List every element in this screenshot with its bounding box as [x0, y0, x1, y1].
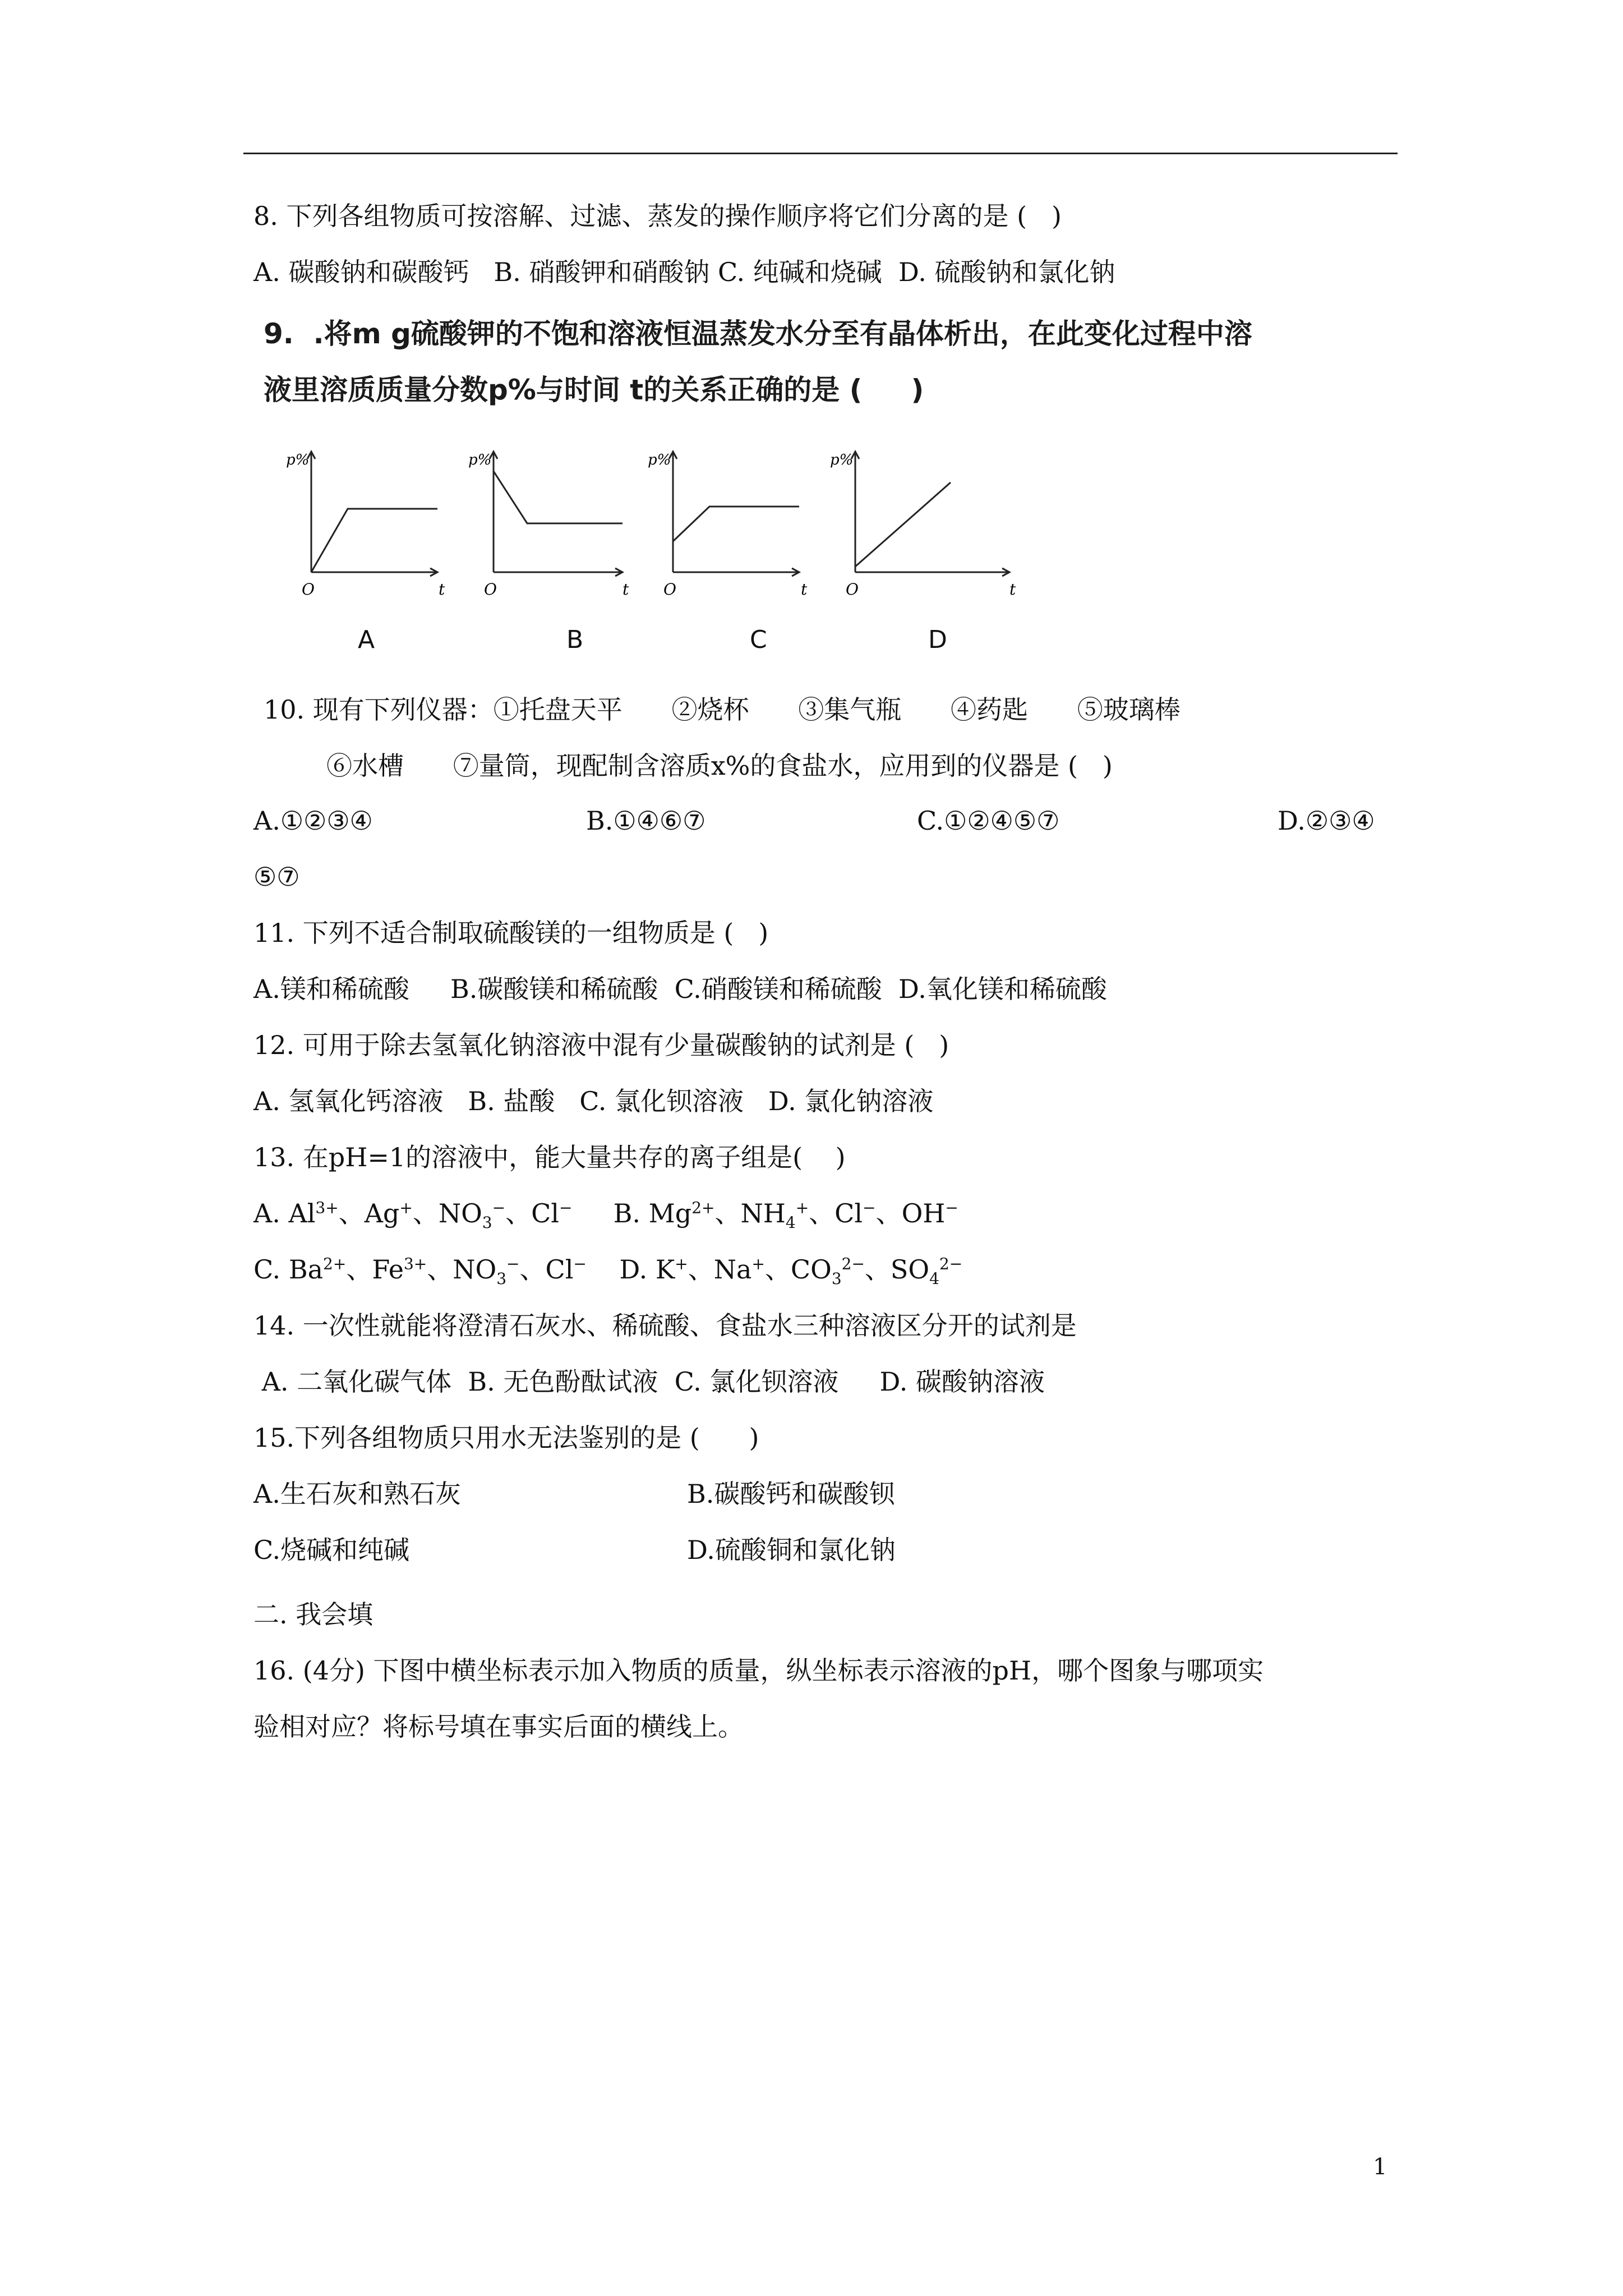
- section2-title: 二. 我会填: [253, 1599, 374, 1630]
- graph-a-origin: O: [302, 580, 315, 599]
- graph-c-y-label: p%: [648, 452, 671, 468]
- graph-b-y-label: p%: [468, 452, 492, 468]
- graph-c-curve: [673, 507, 799, 541]
- graph-a-label: A: [358, 625, 375, 654]
- q12-options: A. 氢氧化钙溶液 B. 盐酸 C. 氯化钡溶液 D. 氯化钠溶液: [253, 1086, 934, 1116]
- q13-stem: 13. 在pH=1的溶液中，能大量共存的离子组是( ): [253, 1142, 846, 1172]
- q13-c-label: C.: [253, 1254, 289, 1285]
- q13-d-label: D.: [619, 1254, 656, 1285]
- graph-d: [851, 452, 1009, 576]
- q15-option-a: A.生石灰和熟石灰: [253, 1479, 461, 1509]
- graph-c-x-label: t: [801, 580, 808, 599]
- graph-c: [669, 452, 799, 576]
- q10-option-a: A.①②③④: [253, 806, 373, 836]
- graph-b-curve: [494, 471, 623, 523]
- q10-option-b: B.①④⑥⑦: [586, 806, 706, 836]
- q16-line1: 16. (4分) 下图中横坐标表示加入物质的质量，纵坐标表示溶液的pH，哪个图象与哪项实: [253, 1655, 1264, 1686]
- graph-a: [307, 452, 437, 576]
- q13-b-label: B.: [613, 1198, 649, 1228]
- q15-option-b: B.碳酸钙和碳酸钡: [687, 1479, 895, 1509]
- graph-d-label: D: [928, 625, 947, 654]
- graph-c-label: C: [750, 625, 767, 654]
- q13-options-cd: C. $Ba^{2+}$、$Fe^{3+}$、$NO_3^-$、Cl− D. K+、Na+、$CO_3^{2-}$、$SO_4^{2-}$: [253, 1254, 963, 1289]
- page-number: 1: [1373, 2154, 1387, 2180]
- q8-stem: 8. 下列各组物质可按溶解、过滤、蒸发的操作顺序将它们分离的是 ( ): [253, 201, 1062, 231]
- graph-b: [490, 452, 623, 576]
- q10-option-c: C.①②④⑤⑦: [917, 806, 1060, 836]
- graph-a-x-label: t: [439, 580, 445, 599]
- header-rule: [243, 153, 1398, 154]
- q10-stem-line1: 10. 现有下列仪器：①托盘天平 ②烧杯 ③集气瓶 ④药匙 ⑤玻璃棒: [264, 694, 1181, 725]
- q15-option-d: D.硫酸铜和氯化钠: [687, 1535, 896, 1565]
- q10-stem-line2: ⑥水槽 ⑦量筒，现配制含溶质x%的食盐水，应用到的仪器是 ( ): [326, 751, 1113, 781]
- graph-c-origin: O: [663, 580, 676, 599]
- q8-options: A. 碳酸钠和碳酸钙 B. 硝酸钾和硝酸钠 C. 纯碱和烧碱 D. 硫酸钠和氯化钠: [253, 257, 1115, 287]
- graph-b-origin: O: [484, 580, 497, 599]
- graph-b-label: B: [566, 625, 584, 654]
- q14-options: A. 二氧化碳气体 B. 无色酚酞试液 C. 氯化钡溶液 D. 碳酸钠溶液: [253, 1366, 1045, 1397]
- q9-stem-line1: 9. .将m g硫酸钾的不饱和溶液恒温蒸发水分至有晶体析出，在此变化过程中溶: [264, 318, 1252, 350]
- q15-option-c: C.烧碱和纯碱: [253, 1535, 410, 1565]
- graph-d-y-label: p%: [830, 452, 854, 468]
- q14-stem: 14. 一次性就能将澄清石灰水、稀硫酸、食盐水三种溶液区分开的试剂是: [253, 1310, 1077, 1341]
- q13-options-ab: A. $Al^{3+}$、Ag+、$NO_3^-$、Cl− B. $Mg^{2+}$、$NH_4^+$、Cl−、OH−: [253, 1198, 958, 1232]
- q10-option-d: D.②③④: [1278, 806, 1375, 836]
- q9-graphs: [264, 432, 1038, 679]
- q11-options: A.镁和稀硫酸 B.碳酸镁和稀硫酸 C.硝酸镁和稀硫酸 D.氧化镁和稀硫酸: [253, 974, 1107, 1004]
- q15-stem: 15.下列各组物质只用水无法鉴别的是 ( ): [253, 1423, 759, 1453]
- graph-a-curve: [311, 509, 437, 572]
- graph-d-origin: O: [846, 580, 859, 599]
- graph-b-x-label: t: [623, 580, 629, 599]
- q12-stem: 12. 可用于除去氢氧化钠溶液中混有少量碳酸钠的试剂是 ( ): [253, 1030, 949, 1060]
- graph-a-y-label: p%: [286, 452, 310, 468]
- q9-stem-line2: 液里溶质质量分数p%与时间 t的关系正确的是 ( ): [264, 374, 924, 406]
- q16-line2: 验相对应？将标号填在事实后面的横线上。: [253, 1711, 744, 1742]
- q13-a-label: A.: [253, 1198, 289, 1228]
- q10-option-d-cont: ⑤⑦: [253, 862, 300, 892]
- q11-stem: 11. 下列不适合制取硫酸镁的一组物质是 ( ): [253, 918, 769, 948]
- graph-d-x-label: t: [1009, 580, 1016, 599]
- graph-d-curve: [855, 482, 951, 567]
